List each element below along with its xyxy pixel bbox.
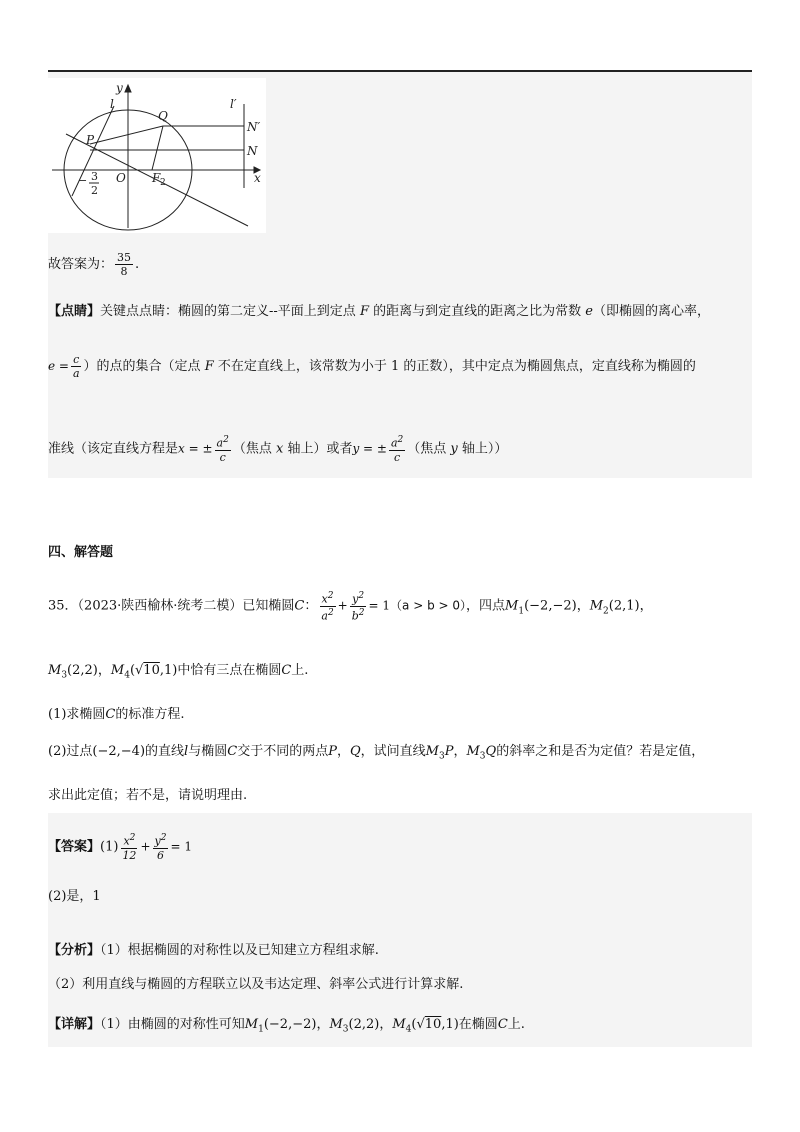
label-N: N bbox=[247, 144, 258, 158]
detail-M1: M bbox=[244, 1017, 259, 1032]
label-l: l bbox=[110, 97, 114, 111]
q35-on: 上. bbox=[291, 663, 309, 678]
sub2-p6: ，试问直线 bbox=[360, 744, 426, 759]
tip-F: F bbox=[359, 304, 369, 319]
q35-M2: M bbox=[589, 598, 604, 614]
sub2-M3P: M bbox=[425, 744, 439, 759]
tip-yv: y bbox=[450, 441, 458, 457]
q35-line-1 bbox=[48, 590, 653, 622]
q35-comma-2: ， bbox=[639, 598, 653, 614]
answer-part2: (2)是，1 bbox=[48, 889, 101, 904]
detail-comma-2: ， bbox=[379, 1017, 393, 1032]
q35-eq-a2: a bbox=[321, 609, 328, 623]
tip-line-3 bbox=[48, 434, 507, 464]
tip-e-eq: e = bbox=[48, 359, 69, 373]
detail-M4: M bbox=[392, 1017, 406, 1032]
detail-c4ten: 10 bbox=[424, 1017, 442, 1032]
answer-tag: 【答案】 bbox=[48, 839, 101, 855]
tip-text-8: 轴上）或者 bbox=[283, 441, 353, 457]
sub2-p5: ， bbox=[336, 744, 350, 759]
sub2-p8: 的斜率之和是否为定值？若是定值， bbox=[496, 744, 705, 759]
q35-M4-coord-pre: (√ bbox=[129, 663, 144, 678]
q35-M3-coord: (2,2) bbox=[67, 663, 98, 678]
tip-text-10: 轴上）） bbox=[457, 441, 508, 457]
answer-sq-1: 2 bbox=[129, 833, 136, 843]
q35-eq-plus: + bbox=[337, 598, 348, 613]
q35-sq-4: 2 bbox=[358, 607, 365, 618]
sub2-p7: ， bbox=[453, 744, 467, 759]
answer-sq-2: 2 bbox=[160, 833, 167, 843]
sub2-line-1 bbox=[48, 743, 704, 766]
detail-M4-sub: 4 bbox=[405, 1024, 412, 1035]
tip-x-fraction bbox=[215, 434, 231, 464]
sub2-Qv: Q bbox=[485, 744, 497, 759]
detail-c4pre: (√ bbox=[411, 1017, 425, 1032]
y-axis-arrow bbox=[125, 85, 131, 92]
answer-part1: (1) bbox=[100, 839, 119, 855]
detail-comma-1: ， bbox=[316, 1017, 330, 1032]
tip-y-fraction bbox=[389, 434, 405, 464]
sub2-M3Q: M bbox=[466, 744, 480, 759]
q35-M1-sub: 1 bbox=[518, 606, 525, 617]
tip-c1: c bbox=[219, 450, 226, 464]
q35-sq-2: 2 bbox=[327, 607, 334, 618]
label-y: y bbox=[116, 81, 123, 95]
q35-M1-coord: (−2,−2) bbox=[524, 598, 577, 614]
tip-e: e bbox=[585, 304, 593, 319]
sub2-p2: 的直线 bbox=[145, 744, 185, 759]
sub1-C: C bbox=[105, 707, 116, 722]
sub2-M3Q-sub: 3 bbox=[479, 751, 486, 762]
section-title: 四、解答题 bbox=[48, 545, 114, 560]
tip-a2: a bbox=[216, 436, 224, 450]
ellipse-diagram bbox=[48, 78, 266, 233]
tip-text-7: （焦点 bbox=[232, 441, 276, 457]
tip-sq-2: 2 bbox=[397, 435, 404, 445]
answer-x: x bbox=[123, 834, 130, 848]
tip-e-den: a bbox=[72, 367, 80, 380]
tip-tag: 【点睛】 bbox=[48, 304, 101, 319]
label-F2-subscript: 2 bbox=[160, 178, 166, 188]
analysis-l1: （1）根据椭圆的对称性以及已知建立方程组求解. bbox=[100, 943, 379, 958]
label-x: x bbox=[254, 171, 261, 185]
tip-text-5: 不在定直线上，该常数为小于 1 的正数），其中定点为椭圆焦点，定直线称为椭圆的 bbox=[213, 359, 696, 374]
answer-den: 8 bbox=[120, 265, 128, 278]
q35-four-points: ，四点 bbox=[466, 598, 506, 614]
tip-e-fraction bbox=[71, 353, 82, 380]
answer-fraction bbox=[115, 251, 133, 278]
tip-text-6: 准线（该定直线方程是 bbox=[48, 441, 179, 457]
q35-eq-y2: y bbox=[352, 592, 359, 606]
tip-xv: x bbox=[275, 441, 284, 457]
q35-line2-tail: 中恰有三点在椭圆 bbox=[177, 663, 282, 678]
q35-eq-b2: b bbox=[351, 609, 359, 623]
q35-M2-sub: 2 bbox=[603, 606, 609, 617]
tip-c2: c bbox=[394, 450, 401, 464]
q35-M1: M bbox=[505, 598, 519, 614]
q35-comma-3: ， bbox=[97, 663, 111, 678]
detail-c4post: ,1) bbox=[441, 1017, 459, 1032]
tip-text-4: ）的点的集合（定点 bbox=[83, 359, 205, 374]
tip-text-9: （焦点 bbox=[407, 441, 451, 457]
tip-line-1 bbox=[48, 303, 710, 321]
sub2-M3P-sub: 3 bbox=[438, 751, 445, 762]
label-frac-den: 2 bbox=[91, 184, 98, 197]
sub1-tail: 的标准方程. bbox=[115, 707, 185, 722]
tip-line-2 bbox=[48, 353, 696, 380]
q35-eq-x2: x bbox=[321, 592, 328, 606]
tip-x-eq: x = ± bbox=[178, 441, 213, 456]
sub2-p3: 与椭圆 bbox=[188, 744, 228, 759]
analysis-line-1 bbox=[48, 942, 379, 960]
sub2-p4: 交于不同的两点 bbox=[237, 744, 329, 759]
detail-c3: (2,2) bbox=[348, 1017, 380, 1032]
answer-line bbox=[48, 251, 139, 278]
sub2-Pv: P bbox=[444, 744, 454, 759]
answer-frac-x bbox=[120, 832, 138, 862]
label-N-prime: N′ bbox=[247, 120, 261, 134]
answer-d1: 12 bbox=[122, 848, 137, 862]
label-frac-num: 3 bbox=[91, 170, 98, 183]
analysis-tag: 【分析】 bbox=[48, 943, 101, 958]
q35-M4-sub: 4 bbox=[124, 670, 130, 681]
answer-y: y bbox=[154, 834, 161, 848]
sub1-line bbox=[48, 706, 185, 724]
sub2-pt: (−2,−4) bbox=[92, 744, 146, 759]
detail-tag: 【详解】 bbox=[48, 1017, 101, 1032]
detail-line-1 bbox=[48, 1016, 525, 1039]
q35-comma-1: ， bbox=[576, 598, 590, 614]
answer-eq1: = 1 bbox=[170, 839, 192, 854]
sub2-line-2: 求出此定值；若不是，请说明理由. bbox=[48, 788, 248, 803]
segment-QF2 bbox=[152, 126, 163, 170]
q35-colon: ： bbox=[304, 598, 318, 614]
sub2-l: l bbox=[184, 744, 189, 759]
label-Q: Q bbox=[158, 109, 168, 123]
sub2-Q: Q bbox=[349, 744, 361, 759]
answer-num: 35 bbox=[117, 251, 132, 264]
tip-text-1: 关键点点睛：椭圆的第二定义--平面上到定点 bbox=[100, 304, 360, 319]
detail-M1-sub: 1 bbox=[258, 1024, 264, 1035]
detail-t2: 在椭圆 bbox=[458, 1017, 498, 1032]
q35-M2-coord: (2,1) bbox=[608, 598, 640, 614]
q35-sq-3: 2 bbox=[358, 591, 365, 601]
label-neg: − bbox=[78, 174, 88, 187]
answer-frac-y bbox=[153, 832, 169, 862]
tip-y-eq: y = ± bbox=[352, 441, 387, 456]
detail-t1: （1）由椭圆的对称性可知 bbox=[100, 1017, 245, 1032]
answer-plus: + bbox=[140, 839, 151, 854]
tip-a2-b: a bbox=[390, 436, 398, 450]
tip-sq-1: 2 bbox=[223, 435, 229, 445]
answer-prefix: 故答案为： bbox=[48, 257, 114, 272]
q35-M4: M bbox=[110, 663, 125, 678]
q35-M4-coord-post: ,1) bbox=[159, 663, 178, 678]
tip-e-num: c bbox=[73, 353, 80, 366]
tip-text-2: 的距离与到定直线的距离之比为常数 bbox=[368, 304, 586, 319]
answer-block-line-1 bbox=[48, 832, 192, 862]
tip-text-3: （即椭圆的离心率， bbox=[592, 304, 710, 319]
label-P: P bbox=[86, 133, 95, 147]
label-l-prime: l′ bbox=[230, 97, 237, 111]
q35-C2: C bbox=[281, 663, 292, 678]
q35-M4-ten: 10 bbox=[143, 663, 160, 678]
detail-M3-sub: 3 bbox=[342, 1024, 349, 1035]
sub2-C: C bbox=[227, 744, 238, 759]
tip-F2: F bbox=[204, 359, 214, 374]
q35-prefix: 35．（2023·陕西榆林·统考二模）已知椭圆 bbox=[48, 598, 295, 614]
q35-C: C bbox=[294, 598, 305, 614]
detail-t3: 上. bbox=[507, 1017, 525, 1032]
q35-eq-frac-x bbox=[319, 590, 335, 622]
detail-C: C bbox=[497, 1017, 508, 1032]
answer-suffix: . bbox=[135, 257, 140, 272]
label-F2: F bbox=[152, 171, 161, 185]
answer-d2: 6 bbox=[156, 848, 164, 862]
sub2-P: P bbox=[328, 744, 337, 759]
analysis-line-2: （2）利用直线与椭圆的方程联立以及韦达定理、斜率公式进行计算求解. bbox=[48, 977, 464, 992]
detail-M3: M bbox=[329, 1017, 343, 1032]
q35-sq-1: 2 bbox=[327, 591, 334, 601]
ellipse-figure bbox=[48, 78, 266, 233]
q35-line-2 bbox=[48, 662, 308, 685]
label-O: O bbox=[116, 171, 126, 185]
sub1-text: (1)求椭圆 bbox=[48, 707, 106, 722]
sub2-p1: (2)过点 bbox=[48, 744, 93, 759]
q35-M3-sub: 3 bbox=[61, 670, 68, 681]
q35-M3: M bbox=[48, 663, 62, 678]
q35-cond: （a > b > 0） bbox=[390, 598, 467, 613]
q35-eq-frac-y bbox=[350, 590, 367, 622]
detail-c1: (−2,−2) bbox=[263, 1017, 317, 1032]
q35-eq-one: = 1 bbox=[368, 598, 391, 613]
